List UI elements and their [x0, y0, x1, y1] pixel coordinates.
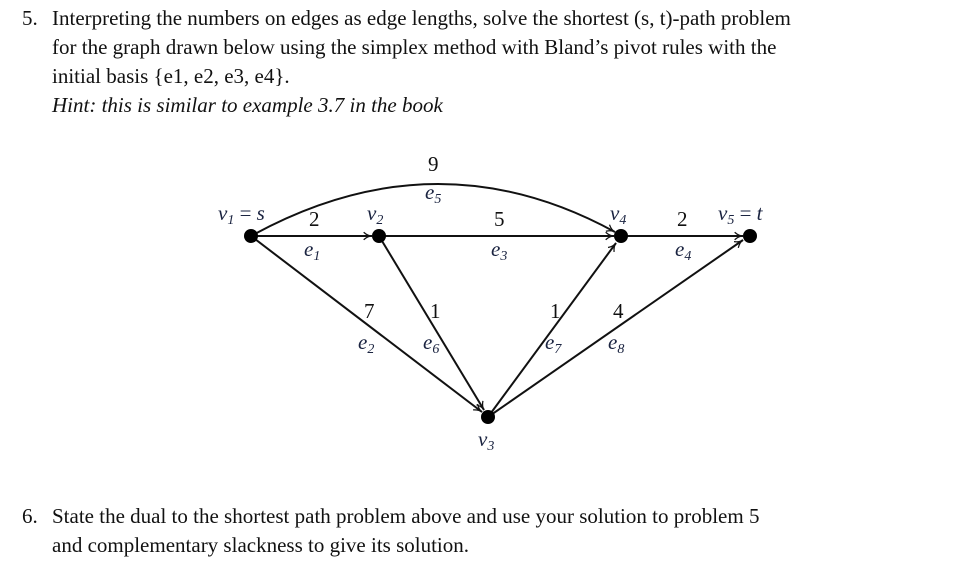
- problem-text-line: for the graph drawn below using the simplex method with Bland’s pivot rules with the: [52, 35, 777, 59]
- edge-length-e4: 2: [677, 207, 688, 231]
- problem-text-line: initial basis {e1, e2, e3, e4}.: [52, 64, 290, 88]
- edge-length-e6: 1: [430, 299, 441, 323]
- edge-name-e8: e8: [608, 330, 625, 357]
- problem-text-line: Interpreting the numbers on edges as edge lengths, solve the shortest (s, t)-path problem: [52, 6, 791, 30]
- node-label-v1: v1 = s: [218, 201, 265, 228]
- problem-number: 6.: [22, 504, 38, 528]
- edge-name-e6: e6: [423, 330, 440, 357]
- problem-text-line: and complementary slackness to give its solution.: [52, 533, 470, 557]
- edge-length-e2: 7: [364, 299, 375, 323]
- problem-number: 5.: [22, 6, 38, 30]
- edge-length-e8: 4: [613, 299, 624, 323]
- node-v1: [244, 229, 258, 243]
- edge-length-e5: 9: [428, 152, 439, 176]
- edge-length-e7: 1: [550, 299, 561, 323]
- node-label-v2: v2: [367, 201, 384, 228]
- edge-length-e1: 2: [309, 207, 320, 231]
- edge-e6: [379, 236, 484, 410]
- edge-e2: [251, 236, 482, 412]
- edge-name-e3: e3: [491, 237, 508, 264]
- edge-name-e5: e5: [425, 180, 442, 207]
- node-label-v3: v3: [478, 427, 495, 454]
- node-v2: [372, 229, 386, 243]
- node-v5: [743, 229, 757, 243]
- hint-text: Hint: this is similar to example 3.7 in the book: [52, 93, 443, 117]
- node-label-v4: v4: [610, 201, 627, 228]
- edge-length-e3: 5: [494, 207, 505, 231]
- problem-6: [22, 502, 952, 560]
- edge-e8: [488, 240, 743, 417]
- node-v3: [481, 410, 495, 424]
- node-label-v5: v5 = t: [718, 201, 763, 228]
- problem-text-line: State the dual to the shortest path problem above and use your solution to problem 5: [52, 504, 760, 528]
- edge-name-e7: e7: [545, 330, 562, 357]
- node-v4: [614, 229, 628, 243]
- edge-name-e2: e2: [358, 330, 375, 357]
- edge-name-e1: e1: [304, 237, 321, 264]
- edge-name-e4: e4: [675, 237, 692, 264]
